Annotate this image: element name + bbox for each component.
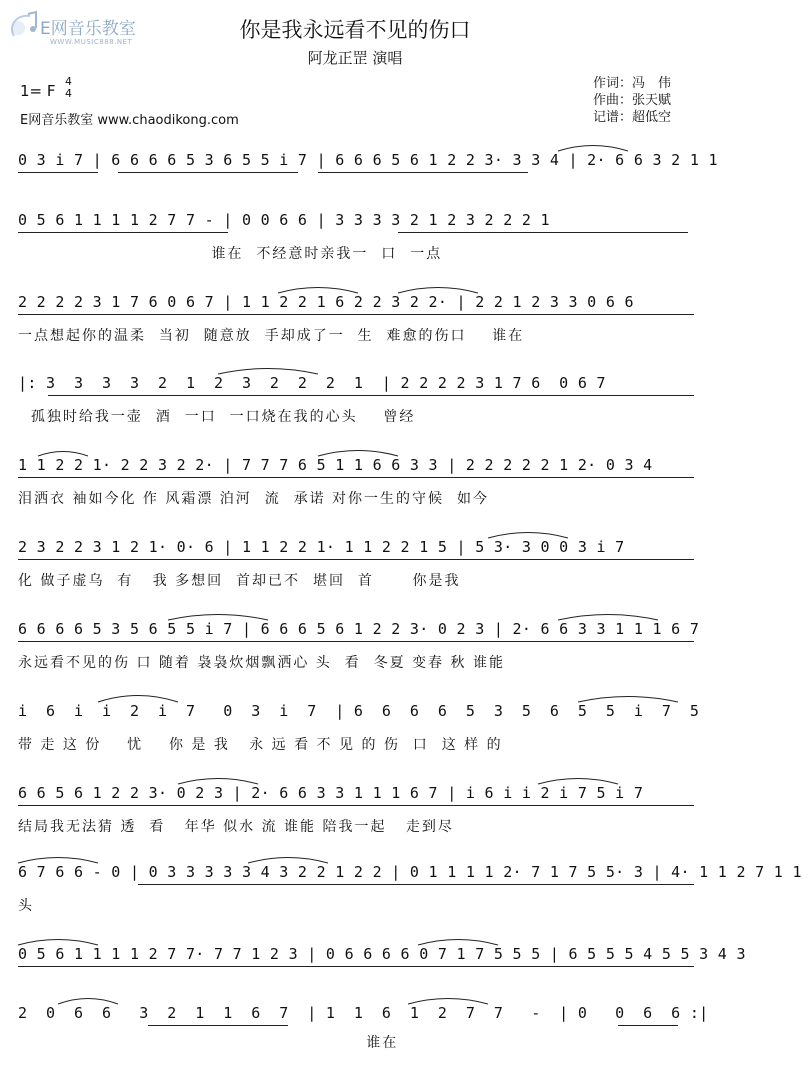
composer: 作曲：张天赋 (593, 93, 672, 108)
score-row (18, 1003, 709, 1053)
beam-line (18, 805, 694, 806)
beam-line (18, 232, 228, 233)
beam-line (398, 232, 688, 233)
score-row (18, 944, 746, 998)
slur-marks (18, 691, 694, 703)
notation-line: 2 2 2 2 3 1 7 6 0 6 7 | 1 1 2 2 1 6 2 2 3 2 2· | 2 2 1 2 3 3 0 6 6 (18, 293, 634, 311)
slur-marks (18, 934, 694, 946)
score-row (18, 292, 694, 346)
score-row (18, 701, 700, 755)
notation-line: 6 6 5 6 1 2 2 3· 0 2 3 | 2· 6 6 3 3 1 1 1 6 7 | i 6 i i 2 i 7 5 i 7 (18, 784, 644, 802)
lyrics-line: 一点想起你的温柔 当初 随意放 手却成了一 生 难愈的伤口 谁在 (18, 328, 525, 344)
slur-marks (18, 773, 694, 785)
logo-name: E网音乐教室 (40, 19, 136, 39)
notation-line: 0 5 6 1 1 1 1 2 7 7· 7 7 1 2 3 | 0 6 6 6 6 0 7 1 7 5 5 5 | 6 5 5 5 4 5 5 3 4 3 (18, 945, 746, 963)
time-signature-bottom: 4 (65, 87, 72, 100)
beam-line (18, 641, 694, 642)
transcriber: 记谱：超低空 (593, 110, 672, 125)
notation-line: 0 3 i 7 | 6 6 6 6 5 3 6 5 5 i 7 | 6 6 6 5 6 1 2 2 3· 3 3 4 | 2· 6 6 3 2 1 1 (18, 151, 718, 169)
notation-line: |: 3 3 3 3 2 1 2 3 2 2 2 1 | 2 2 2 2 3 1 7 6 0 6 7 (18, 374, 606, 392)
beam-line (138, 884, 694, 885)
score-row (18, 455, 694, 509)
beam-line (48, 395, 694, 396)
notation-line: 1 1 2 2 1· 2 2 3 2 2· | 7 7 7 6 5 1 1 6 6 3 3 | 2 2 2 2 2 1 2· 0 3 4 (18, 456, 653, 474)
lyrics-line: 结局我无法猜 透 看 年华 似水 流 谁能 陪我一起 走到尽 (18, 819, 454, 835)
lyrics-line: 永远看不见的伤 口 随着 袅袅炊烟飘洒心 头 看 冬夏 变春 秋 谁能 (18, 655, 505, 671)
lyrics-line: 带 走 这 份 忧 你 是 我 永 远 看 不 见 的 伤 口 这 样 的 (18, 737, 503, 753)
lyrics-line (18, 184, 694, 204)
score-row (18, 210, 694, 264)
lyricist: 作词：冯 伟 (593, 76, 672, 91)
beam-line (18, 172, 98, 173)
time-signature (65, 76, 72, 100)
notation-line: 6 6 6 6 5 3 5 6 5 5 i 7 | 6 6 6 5 6 1 2 2 3· 0 2 3 | 2· 6 6 3 3 1 1 1 6 7 (18, 620, 700, 638)
notation-line: 6 7 6 6 - 0 | 0 3 3 3 3 3 4 3 2 2 1 2 2 | 0 1 1 1 1 2· 7 1 7 5 5· 3 | 4· 1 1 2 7 1 1 (18, 863, 802, 881)
notation-line: i 6 i i 2 i 7 0 3 i 7 | 6 6 6 6 5 3 5 6 5 5 i 7 5 (18, 702, 700, 720)
song-title: 你是我永远看不见的伤口 (239, 18, 471, 42)
score-row (18, 783, 694, 837)
score-row (18, 537, 694, 591)
lyrics-line: 泪洒衣 袖如今化 作 风霜漂 泊河 流 承诺 对你一生的守候 如今 (18, 491, 489, 507)
score-row (18, 373, 694, 427)
slur-marks (18, 609, 694, 621)
beam-line (618, 1025, 678, 1026)
beam-line (18, 559, 694, 560)
beam-line (18, 314, 694, 315)
notation-line: 2 0 6 6 3 2 1 1 6 7 | 1 1 6 1 2 7 7 - | 0 0 6 6 :| (18, 1004, 709, 1022)
slur-marks (18, 852, 694, 864)
performer: 阿龙正罡 演唱 (307, 49, 403, 67)
beam-line (148, 1025, 288, 1026)
beam-line (118, 172, 298, 173)
notation-line: 2 3 2 2 3 1 2 1· 0· 6 | 1 1 2 2 1· 1 1 2 2 1 5 | 5 3· 3 0 0 3 i 7 (18, 538, 625, 556)
lyrics-line: 谁在 不经意时亲我一 口 一点 (18, 246, 443, 262)
logo-url: WWW.MUSIC888.NET (50, 38, 133, 46)
credits (593, 75, 671, 126)
score-row (18, 862, 802, 916)
website-credit: E网音乐教室 www.chaodikong.com (20, 113, 239, 128)
key-signature: 1= F (20, 82, 56, 100)
beam-line (18, 477, 694, 478)
notation-line: 0 5 6 1 1 1 1 2 7 7 - | 0 0 6 6 | 3 3 3 3 2 1 2 3 2 2 2 1 (18, 211, 550, 229)
slur-marks (18, 445, 694, 457)
lyrics-line: 化 做子虚乌 有 我 多想回 首却已不 堪回 首 你是我 (18, 573, 461, 589)
lyrics-line: 孤独时给我一壶 酒 一口 一口烧在我的心头 曾经 (18, 409, 416, 425)
time-signature-top: 4 (65, 75, 72, 88)
beam-line (18, 966, 694, 967)
slur-marks (18, 282, 694, 294)
slur-marks (18, 363, 694, 375)
slur-marks (18, 140, 694, 152)
lyrics-line: 谁在 (18, 1035, 399, 1051)
slur-marks (18, 993, 694, 1005)
slur-marks (18, 527, 694, 539)
lyrics-line: 头 (18, 898, 34, 914)
score-row (18, 619, 700, 673)
score-row (18, 150, 718, 204)
beam-line (318, 172, 528, 173)
